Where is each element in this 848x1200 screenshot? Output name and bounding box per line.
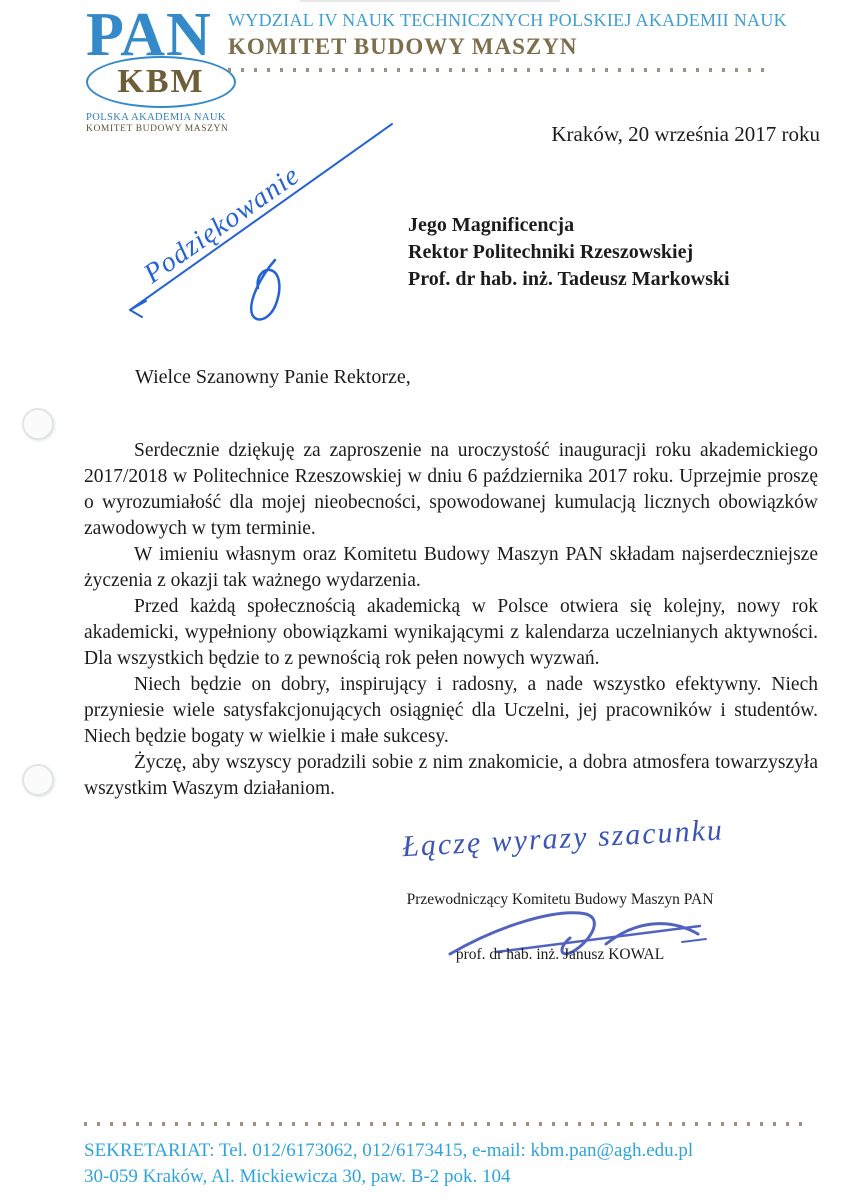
- header-dotted-divider: [228, 68, 770, 72]
- logo-subline-komitet-budowy-maszyn: KOMITET BUDOWY MASZYN: [86, 124, 229, 134]
- annotation-text: Podziękowanie: [138, 159, 306, 290]
- body-paragraph: W imieniu własnym oraz Komitetu Budowy Maszyn PAN składam najserdeczniejsze życzenia z okazji tak ważnego wydarzenia.: [84, 544, 818, 591]
- addressee-block: [408, 212, 730, 293]
- letterhead-department-line: WYDZIAL IV NAUK TECHNICZNYCH POLSKIEJ AKADEMII NAUK: [228, 10, 787, 30]
- body-paragraph: Życzę, aby wszyscy poradzili sobie z nim znakomicie, a dobra atmosfera towarzyszyła wszystkim Waszym działaniom.: [84, 752, 818, 799]
- scan-artifact: [300, 0, 560, 2]
- addressee-line-3: Prof. dr hab. inż. Tadeusz Markowski: [408, 268, 730, 290]
- handwritten-annotation: [100, 112, 400, 332]
- addressee-line-2: Rektor Politechniki Rzeszowskiej: [408, 241, 694, 263]
- hole-punch-top: [22, 408, 54, 440]
- signer-name: prof. dr hab. inż. Janusz KOWAL: [455, 946, 665, 963]
- handwritten-closing: Łączę wyrazy szacunku: [401, 813, 725, 864]
- salutation: Wielce Szanowny Panie Rektorze,: [135, 366, 411, 388]
- body-paragraph: Serdecznie dziękuję za zaproszenie na uroczystość inauguracji roku akademickiego 2017/2018 w Politechnice Rzeszowskiej w dniu 6 października 2017 roku. Uprzejmie proszę o wyrozumiałość dla mojej nieobecności, spowodowanej kumulacją licznych obowiązków zawodowych w tym terminie.: [84, 440, 818, 539]
- body-paragraph: Przed każdą społecznością akademicką w Polsce otwiera się kolejny, nowy rok akademicki, wypełniony obowiązkami wynikającymi z kalendarza uczelnianych aktywności. Dla wszystkich będzie to z pewnością rok pełen nowych wyzwań.: [84, 596, 818, 669]
- footer-address-line: 30-059 Kraków, Al. Mickiewicza 30, paw. B-2 pok. 104: [84, 1166, 511, 1187]
- logo-subline-polska-akademia-nauk: POLSKA AKADEMIA NAUK: [86, 112, 226, 123]
- annotation-flourish: [251, 260, 279, 319]
- footer-contact-line: SEKRETARIAT: Tel. 012/6173062, 012/6173415, e-mail: kbm.pan@agh.edu.pl: [84, 1140, 694, 1161]
- date-line: Kraków, 20 września 2017 roku: [551, 122, 820, 146]
- logo-kbm-ellipse: [86, 56, 236, 108]
- addressee-line-1: Jego Magnificencja: [408, 214, 575, 236]
- logo-kbm-text: KBM: [117, 63, 205, 100]
- body-paragraph: Niech będzie on dobry, inspirujący i radosny, a nade wszystko efektywny. Niech przyniesie wiele satysfakcjonujących osiągnięć dla Uczelni, jej pracowników i studentów. Niech będzie bogaty w wielkie i małe sukcesy.: [84, 674, 818, 747]
- letter-body: [84, 438, 818, 802]
- logo-pan-text: PAN: [86, 1, 212, 69]
- letterhead: [228, 10, 788, 60]
- signer-title: Przewodniczący Komitetu Budowy Maszyn PAN: [406, 891, 714, 908]
- letterhead-committee-line: KOMITET BUDOWY MASZYN: [228, 34, 578, 59]
- footer-dotted-divider: [84, 1122, 812, 1126]
- hole-punch-bottom: [22, 764, 54, 796]
